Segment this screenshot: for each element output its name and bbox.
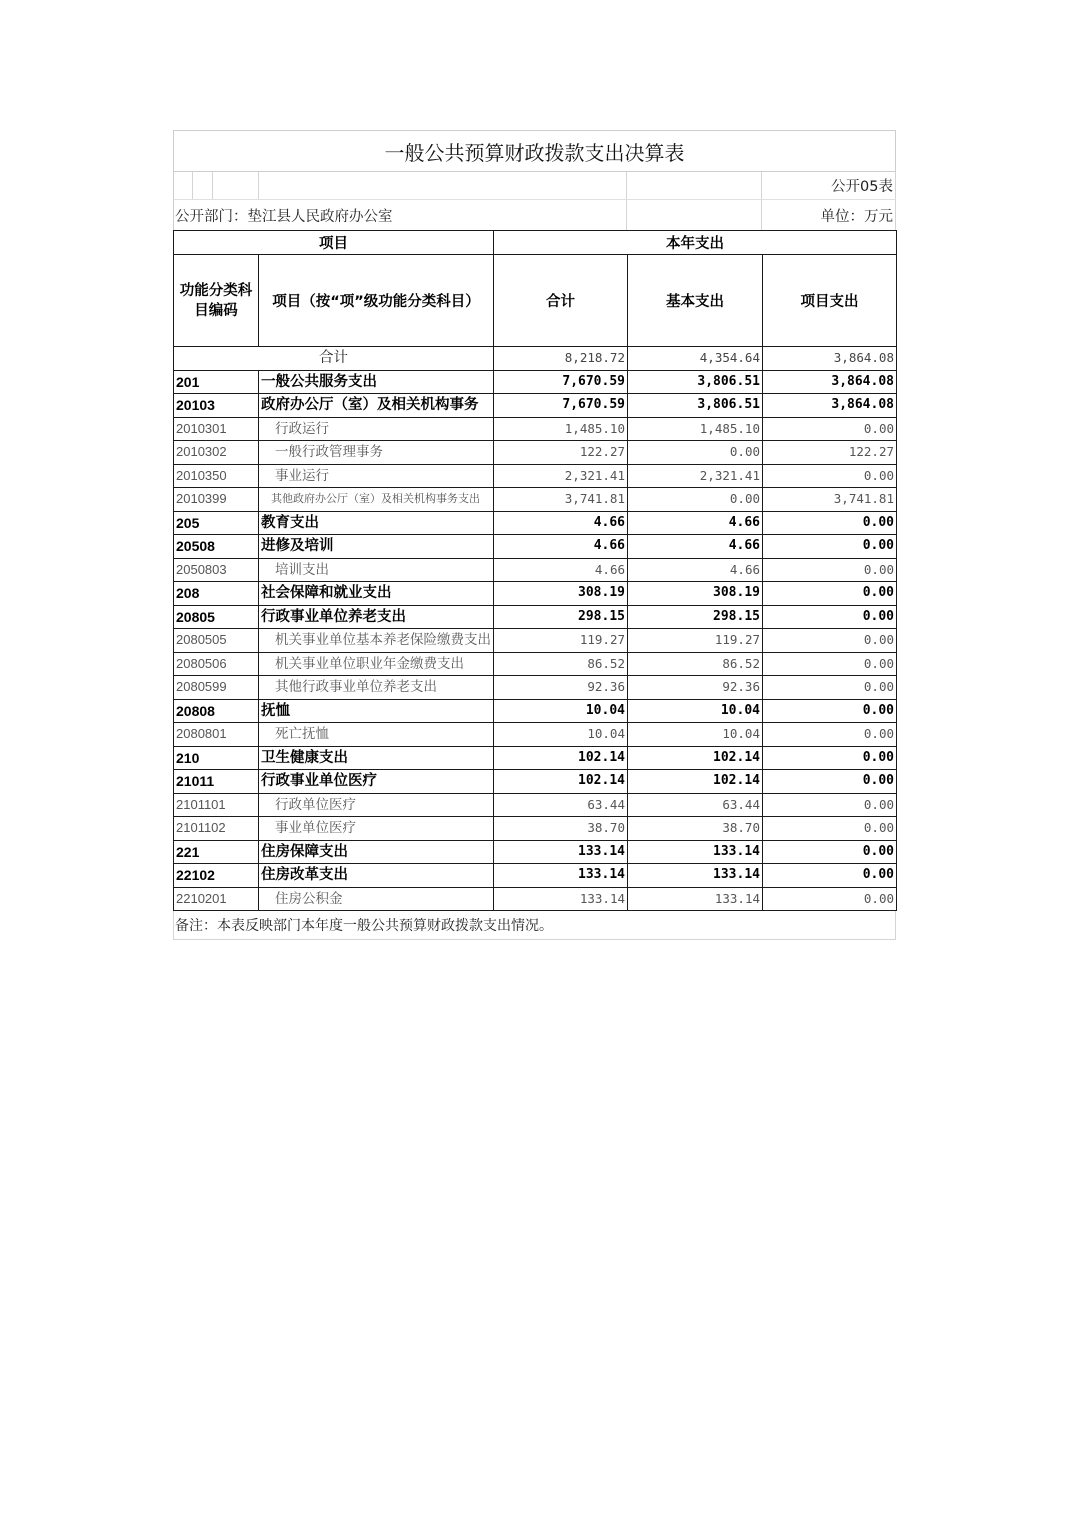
cell-code: 221: [174, 840, 259, 864]
cell-project: 0.00: [763, 699, 897, 723]
cell-code: 205: [174, 511, 259, 535]
table-number: 公开05表: [762, 172, 896, 199]
blank-cell: [193, 172, 213, 199]
cell-project: 0.00: [763, 746, 897, 770]
total-row-label: 合计: [174, 347, 494, 371]
table-row: [174, 511, 897, 535]
page-title: 一般公共预算财政拨款支出决算表: [384, 140, 685, 165]
unit-label: 单位：万元: [762, 200, 896, 230]
cell-code: 2210201: [174, 887, 259, 911]
table-row: [174, 370, 897, 394]
cell-code: 210: [174, 746, 259, 770]
cell-project: 0.00: [763, 417, 897, 441]
cell-project: 0.00: [763, 535, 897, 559]
cell-project: 0.00: [763, 676, 897, 700]
header-name: 项目（按“项”级功能分类科目）: [259, 255, 494, 347]
cell-name: 社会保障和就业支出: [259, 582, 494, 606]
cell-total: 7,670.59: [494, 394, 628, 418]
cell-name: 死亡抚恤: [259, 723, 494, 747]
cell-name: 其他行政事业单位养老支出: [259, 676, 494, 700]
cell-total: 10.04: [494, 699, 628, 723]
header-item-group: 项目: [174, 231, 494, 255]
cell-code: 2101101: [174, 793, 259, 817]
table-number-row: [173, 172, 896, 200]
total-row-project: 3,864.08: [763, 347, 897, 371]
cell-code: 2080801: [174, 723, 259, 747]
cell-name: 事业运行: [259, 464, 494, 488]
blank-cell: [174, 172, 193, 199]
cell-total: 133.14: [494, 864, 628, 888]
table-row: [174, 535, 897, 559]
cell-project: 0.00: [763, 817, 897, 841]
cell-project: 0.00: [763, 864, 897, 888]
cell-code: 20805: [174, 605, 259, 629]
cell-name: 卫生健康支出: [259, 746, 494, 770]
title-row: [173, 130, 896, 172]
cell-name: 一般行政管理事务: [259, 441, 494, 465]
total-row-basic: 4,354.64: [628, 347, 763, 371]
blank-cell: [627, 200, 762, 230]
cell-project: 3,864.08: [763, 370, 897, 394]
cell-basic: 133.14: [628, 864, 763, 888]
cell-code: 2101102: [174, 817, 259, 841]
header-basic: 基本支出: [628, 255, 763, 347]
cell-code: 2010350: [174, 464, 259, 488]
cell-project: 0.00: [763, 629, 897, 653]
cell-basic: 0.00: [628, 488, 763, 512]
cell-total: 63.44: [494, 793, 628, 817]
table-row: [174, 441, 897, 465]
cell-basic: 4.66: [628, 558, 763, 582]
table-row: [174, 629, 897, 653]
cell-basic: 4.66: [628, 535, 763, 559]
table-row: [174, 488, 897, 512]
cell-name: 行政单位医疗: [259, 793, 494, 817]
cell-name: 住房保障支出: [259, 840, 494, 864]
cell-basic: 119.27: [628, 629, 763, 653]
cell-total: 102.14: [494, 746, 628, 770]
cell-basic: 102.14: [628, 746, 763, 770]
cell-name: 行政事业单位养老支出: [259, 605, 494, 629]
cell-code: 2050803: [174, 558, 259, 582]
header-row-group: [174, 231, 897, 255]
total-row-total: 8,218.72: [494, 347, 628, 371]
cell-code: 2080599: [174, 676, 259, 700]
cell-code: 20103: [174, 394, 259, 418]
cell-project: 0.00: [763, 793, 897, 817]
cell-project: 122.27: [763, 441, 897, 465]
table-row: [174, 864, 897, 888]
cell-basic: 102.14: [628, 770, 763, 794]
table-row: [174, 887, 897, 911]
table-row: [174, 652, 897, 676]
cell-name: 行政事业单位医疗: [259, 770, 494, 794]
total-row: [174, 347, 897, 371]
header-year-group: 本年支出: [494, 231, 897, 255]
cell-code: 20508: [174, 535, 259, 559]
table-row: [174, 699, 897, 723]
blank-cell: [213, 172, 259, 199]
cell-total: 4.66: [494, 558, 628, 582]
cell-code: 22102: [174, 864, 259, 888]
cell-basic: 10.04: [628, 723, 763, 747]
cell-basic: 3,806.51: [628, 394, 763, 418]
cell-total: 298.15: [494, 605, 628, 629]
cell-name: 一般公共服务支出: [259, 370, 494, 394]
table-row: [174, 676, 897, 700]
cell-code: 21011: [174, 770, 259, 794]
cell-name: 进修及培训: [259, 535, 494, 559]
cell-basic: 63.44: [628, 793, 763, 817]
header-total: 合计: [494, 255, 628, 347]
cell-total: 102.14: [494, 770, 628, 794]
cell-name: 机关事业单位职业年金缴费支出: [259, 652, 494, 676]
cell-total: 38.70: [494, 817, 628, 841]
table-row: [174, 417, 897, 441]
cell-project: 0.00: [763, 770, 897, 794]
cell-total: 1,485.10: [494, 417, 628, 441]
cell-basic: 2,321.41: [628, 464, 763, 488]
cell-total: 308.19: [494, 582, 628, 606]
cell-project: 0.00: [763, 652, 897, 676]
table-row: [174, 723, 897, 747]
table-row: [174, 464, 897, 488]
cell-total: 4.66: [494, 535, 628, 559]
cell-name: 机关事业单位基本养老保险缴费支出: [259, 629, 494, 653]
cell-project: 0.00: [763, 887, 897, 911]
table-row: [174, 582, 897, 606]
cell-basic: 10.04: [628, 699, 763, 723]
cell-basic: 298.15: [628, 605, 763, 629]
table-row: [174, 746, 897, 770]
expenditure-sheet: [173, 130, 896, 940]
cell-basic: 0.00: [628, 441, 763, 465]
cell-total: 10.04: [494, 723, 628, 747]
cell-code: 2010302: [174, 441, 259, 465]
cell-project: 3,741.81: [763, 488, 897, 512]
cell-total: 133.14: [494, 887, 628, 911]
cell-basic: 4.66: [628, 511, 763, 535]
cell-project: 0.00: [763, 511, 897, 535]
cell-name: 事业单位医疗: [259, 817, 494, 841]
department-label: 公开部门：垫江县人民政府办公室: [174, 200, 627, 230]
cell-total: 7,670.59: [494, 370, 628, 394]
cell-total: 122.27: [494, 441, 628, 465]
cell-name: 其他政府办公厅（室）及相关机构事务支出: [259, 488, 494, 512]
cell-basic: 86.52: [628, 652, 763, 676]
table-row: [174, 394, 897, 418]
header-project: 项目支出: [763, 255, 897, 347]
cell-project: 0.00: [763, 840, 897, 864]
cell-code: 2010399: [174, 488, 259, 512]
cell-project: 0.00: [763, 605, 897, 629]
cell-basic: 308.19: [628, 582, 763, 606]
cell-total: 119.27: [494, 629, 628, 653]
expenditure-table: [173, 230, 897, 911]
cell-total: 86.52: [494, 652, 628, 676]
header-row-columns: [174, 255, 897, 347]
cell-basic: 133.14: [628, 840, 763, 864]
cell-code: 20808: [174, 699, 259, 723]
cell-code: 2010301: [174, 417, 259, 441]
blank-cell: [627, 172, 762, 199]
cell-total: 4.66: [494, 511, 628, 535]
cell-project: 0.00: [763, 558, 897, 582]
table-row: [174, 793, 897, 817]
table-row: [174, 770, 897, 794]
cell-total: 133.14: [494, 840, 628, 864]
cell-code: 2080505: [174, 629, 259, 653]
cell-project: 0.00: [763, 464, 897, 488]
cell-total: 2,321.41: [494, 464, 628, 488]
footnote: 备注：本表反映部门本年度一般公共预算财政拨款支出情况。: [173, 911, 896, 940]
cell-name: 住房公积金: [259, 887, 494, 911]
cell-project: 0.00: [763, 723, 897, 747]
cell-code: 208: [174, 582, 259, 606]
table-row: [174, 817, 897, 841]
header-code: 功能分类科目编码: [174, 255, 259, 347]
table-row: [174, 558, 897, 582]
cell-project: 0.00: [763, 582, 897, 606]
cell-basic: 133.14: [628, 887, 763, 911]
cell-project: 3,864.08: [763, 394, 897, 418]
cell-name: 教育支出: [259, 511, 494, 535]
cell-code: 2080506: [174, 652, 259, 676]
cell-basic: 38.70: [628, 817, 763, 841]
department-row: [173, 200, 896, 230]
cell-code: 201: [174, 370, 259, 394]
cell-total: 3,741.81: [494, 488, 628, 512]
cell-basic: 1,485.10: [628, 417, 763, 441]
cell-name: 培训支出: [259, 558, 494, 582]
blank-cell: [259, 172, 627, 199]
cell-name: 政府办公厅（室）及相关机构事务: [259, 394, 494, 418]
cell-name: 行政运行: [259, 417, 494, 441]
cell-total: 92.36: [494, 676, 628, 700]
cell-basic: 92.36: [628, 676, 763, 700]
cell-basic: 3,806.51: [628, 370, 763, 394]
cell-name: 住房改革支出: [259, 864, 494, 888]
table-row: [174, 840, 897, 864]
table-row: [174, 605, 897, 629]
cell-name: 抚恤: [259, 699, 494, 723]
